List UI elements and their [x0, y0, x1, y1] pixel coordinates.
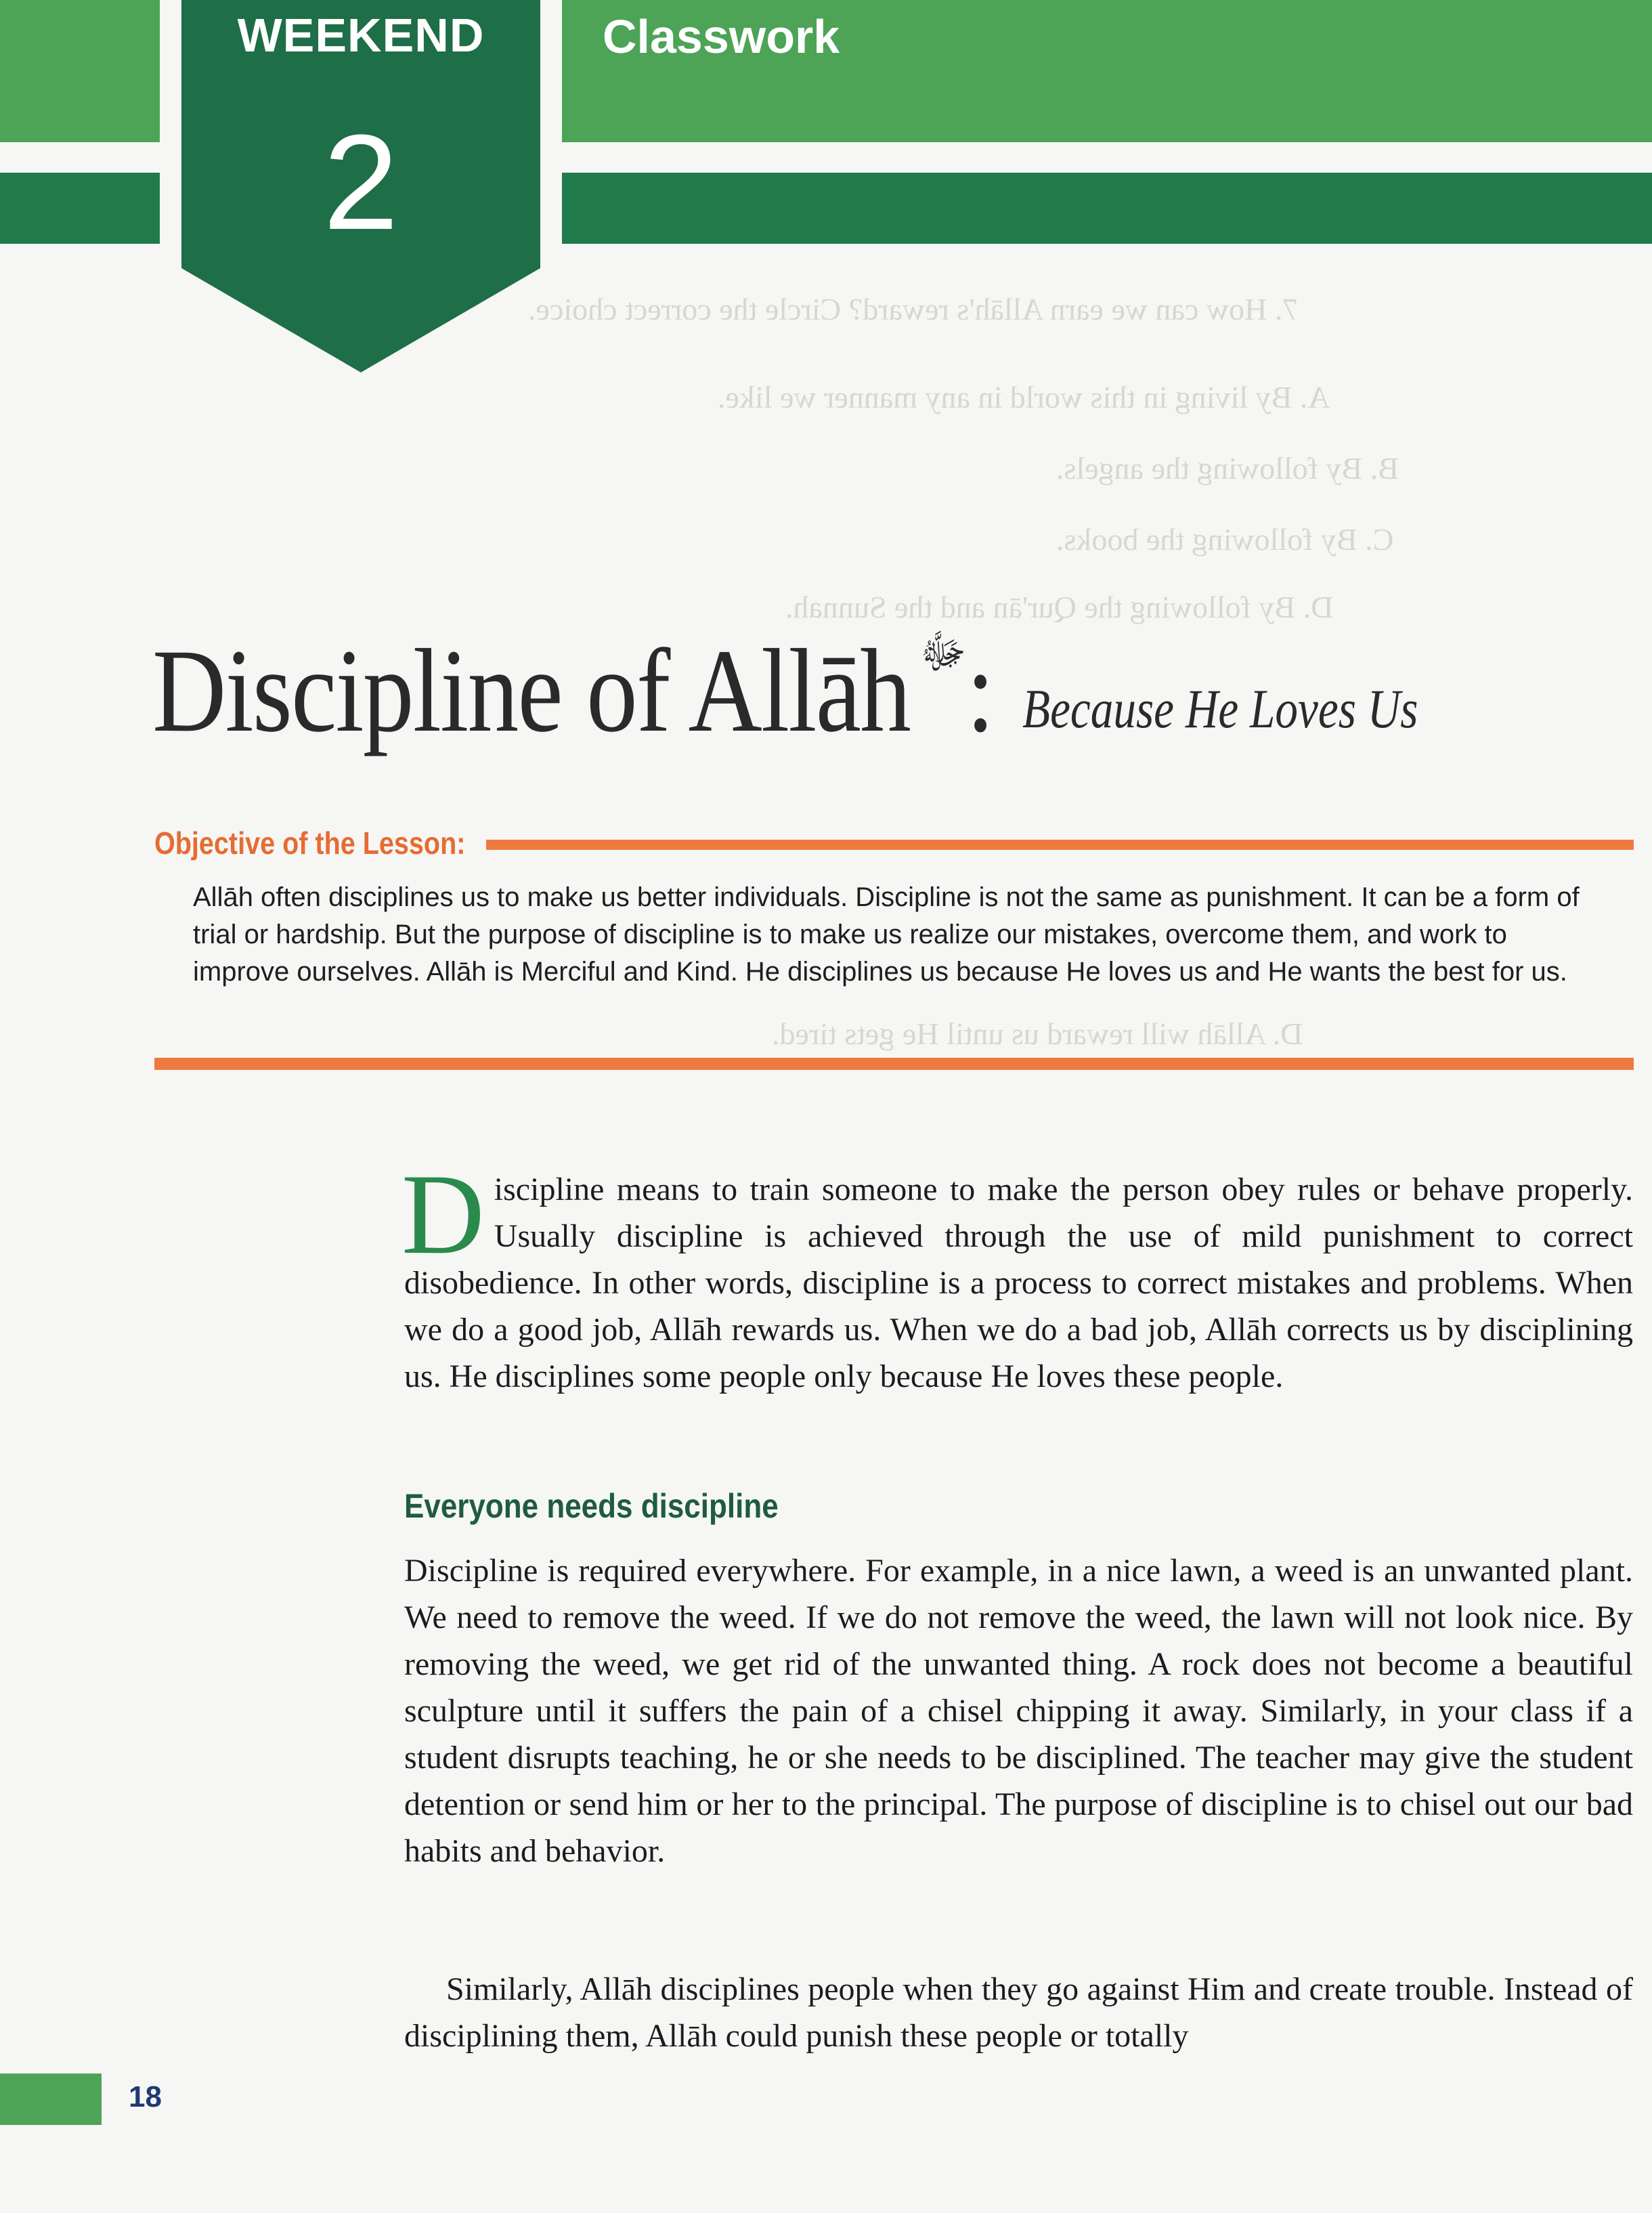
lesson-title [152, 623, 1132, 760]
weekend-label: WEEKEND [237, 9, 485, 62]
badge-separator-right [540, 0, 562, 251]
lesson-title-text: Discipline of Allāh $^ﷻ$: [152, 625, 995, 757]
lesson-subtitle: Because He Loves Us [1022, 678, 1418, 739]
objective-rule-bottom [154, 1058, 1634, 1070]
weekend-number: 2 [323, 107, 399, 258]
paragraph-intro-text: iscipline means to train someone to make the person obey rules or behave properly. Usually discipline is achieved through the use of mild punishment to correct disobedience. In other words, discipline is a process to correct mistakes and problems. When we do a good job, Allāh rewards us. When we do a bad job, Allāh corrects us by disciplining us. He disciplines some people only because He loves these people. [404, 1172, 1633, 1394]
bleed-through-text: A. By living in this world in any manner we like. [718, 380, 1330, 414]
bleed-through-text: 7. How can we earn Allāh's reward? Circle the correct choice. [528, 292, 1299, 326]
objective-rule-top [486, 840, 1634, 850]
bleed-through-text: D. Allāh will reward us until He gets tired. [772, 1016, 1303, 1051]
objective-label: Objective of the Lesson: [154, 825, 466, 861]
page-tab [0, 2074, 102, 2125]
badge-separator-left [160, 0, 181, 251]
bleed-through-text: D. By following the Qur'ān and the Sunnah. [785, 590, 1334, 624]
section-label: Classwork [603, 10, 840, 63]
paragraph-lawn: Discipline is required everywhere. For example, in a nice lawn, a weed is an unwanted plant. We need to remove the weed. If we do not remove the weed, the lawn will not look nice. By removing the weed, we get rid of the unwanted thing. A rock does not become a beautiful sculpture until it suffers the pain of a chisel chipping it away. Similarly, in your class if a student disrupts teaching, he or she needs to be disciplined. The teacher may give the student detention or send him or her to the principal. The purpose of discipline is to chisel out our bad habits and behavior. [404, 1553, 1633, 1869]
paragraph-similarly: Similarly, Allāh disciplines people when they go against Him and create trouble. Instead of disciplining them, Allāh could punish these people or totally [404, 1971, 1633, 2054]
bleed-through-text: B. By following the angels. [1056, 451, 1399, 486]
objective-text: Allāh often disciplines us to make us better individuals. Discipline is not the same as punishment. It can be a form of trial or hardship. But the purpose of discipline is to make us realize our mistakes, overcome them, and work to improve ourselves. Allāh is Merciful and Kind. He disciplines us because He loves us and He wants the best for us. [193, 882, 1580, 987]
paragraph-intro [401, 1151, 1633, 1400]
subheading: Everyone needs discipline [404, 1487, 779, 1525]
drop-cap: D [401, 1151, 485, 1278]
bleed-through-text: C. By following the books. [1056, 522, 1394, 557]
arabic-honorific-icon: ﷻ [910, 626, 967, 679]
page-number: 18 [129, 2080, 162, 2113]
